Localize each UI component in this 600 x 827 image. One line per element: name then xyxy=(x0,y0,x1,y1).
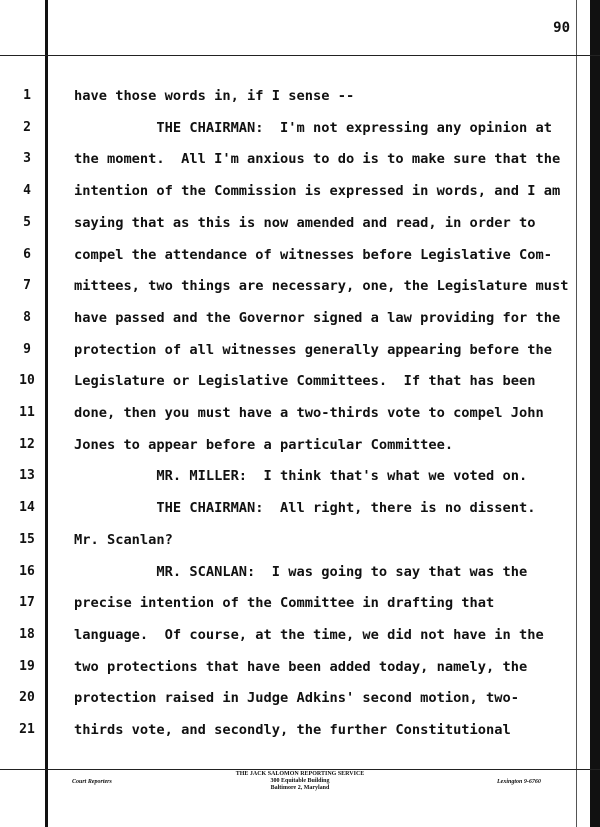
transcript-line xyxy=(0,278,600,298)
line-text: Mr. Scanlan? xyxy=(74,531,173,548)
line-number: 12 xyxy=(19,436,35,452)
page-number: 90 xyxy=(553,20,570,36)
line-number: 15 xyxy=(19,531,35,547)
line-number: 13 xyxy=(19,468,35,484)
line-text: mittees, two things are necessary, one, the Legislature must xyxy=(74,278,569,295)
footer-address-1: 300 Equitable Building xyxy=(270,778,330,784)
transcript-line xyxy=(0,373,600,393)
transcript-line xyxy=(0,627,600,647)
line-text: MR. SCANLAN: I was going to say that was the xyxy=(74,563,528,580)
line-number: 16 xyxy=(19,563,35,579)
line-text: THE CHAIRMAN: All right, there is no dissent. xyxy=(74,500,536,517)
line-number: 9 xyxy=(23,341,31,357)
line-number: 6 xyxy=(23,246,31,262)
line-number: 1 xyxy=(23,88,31,103)
line-number: 14 xyxy=(19,500,35,516)
line-number: 18 xyxy=(19,626,35,642)
line-text: THE CHAIRMAN: I'm not expressing any opinion at xyxy=(74,119,552,136)
line-text: compel the attendance of witnesses before Legislative Com- xyxy=(74,246,552,263)
line-text: the moment. All I'm anxious to do is to make sure that the xyxy=(74,151,561,168)
line-number: 7 xyxy=(23,278,31,294)
line-text: MR. MILLER: I think that's what we voted on. xyxy=(74,468,528,485)
transcript-line xyxy=(0,659,600,679)
footer-company: THE JACK SALOMON REPORTING SERVICE xyxy=(235,771,365,777)
line-number: 17 xyxy=(19,595,35,611)
line-text: protection raised in Judge Adkins' second motion, two- xyxy=(74,690,519,707)
line-number: 21 xyxy=(19,722,35,737)
transcript-line xyxy=(0,151,600,171)
line-text: saying that as this is now amended and read, in order to xyxy=(74,214,536,231)
line-number: 2 xyxy=(23,119,31,135)
line-text: precise intention of the Committee in drafting that xyxy=(74,595,495,612)
line-text: language. Of course, at the time, we did not have in the xyxy=(74,626,544,643)
header-rule xyxy=(0,55,600,56)
footer-rule xyxy=(0,769,600,770)
line-number: 19 xyxy=(19,658,35,674)
line-text: Legislature or Legislative Committees. If that has been xyxy=(74,373,536,390)
transcript-line xyxy=(0,405,600,425)
line-text: protection of all witnesses generally appearing before the xyxy=(74,341,552,358)
line-text: have those words in, if I sense -- xyxy=(74,88,355,104)
line-text: two protections that have been added today, namely, the xyxy=(74,658,528,675)
line-number: 20 xyxy=(19,690,35,706)
line-text: Jones to appear before a particular Committee. xyxy=(74,436,454,453)
transcript-line xyxy=(0,437,600,457)
line-text: intention of the Commission is expressed in words, and I am xyxy=(74,183,561,200)
line-text: have passed and the Governor signed a law providing for the xyxy=(74,309,561,326)
transcript-line xyxy=(0,500,600,520)
line-number: 5 xyxy=(23,214,31,230)
footer-left: Court Reporters xyxy=(72,779,112,785)
transcript-line xyxy=(0,183,600,203)
footer-address-2: Baltimore 2, Maryland xyxy=(270,785,330,791)
transcript-line xyxy=(0,690,600,710)
transcript-line xyxy=(0,342,600,362)
transcript-line xyxy=(0,564,600,584)
transcript-line xyxy=(0,468,600,488)
transcript-line xyxy=(0,722,600,742)
line-number: 8 xyxy=(23,309,31,325)
line-text: thirds vote, and secondly, the further Constitutional xyxy=(74,722,511,738)
transcript-line xyxy=(0,215,600,235)
footer-right: Lexington 9-6760 xyxy=(497,779,541,785)
transcript-line xyxy=(0,88,600,108)
transcript-line xyxy=(0,595,600,615)
line-number: 4 xyxy=(23,183,31,199)
line-number: 3 xyxy=(23,151,31,167)
line-number: 11 xyxy=(19,405,35,420)
transcript-line xyxy=(0,310,600,330)
transcript-line xyxy=(0,532,600,552)
line-number: 10 xyxy=(19,373,35,389)
line-text: done, then you must have a two-thirds vote to compel John xyxy=(74,405,544,421)
transcript-line xyxy=(0,120,600,140)
transcript-line xyxy=(0,247,600,267)
